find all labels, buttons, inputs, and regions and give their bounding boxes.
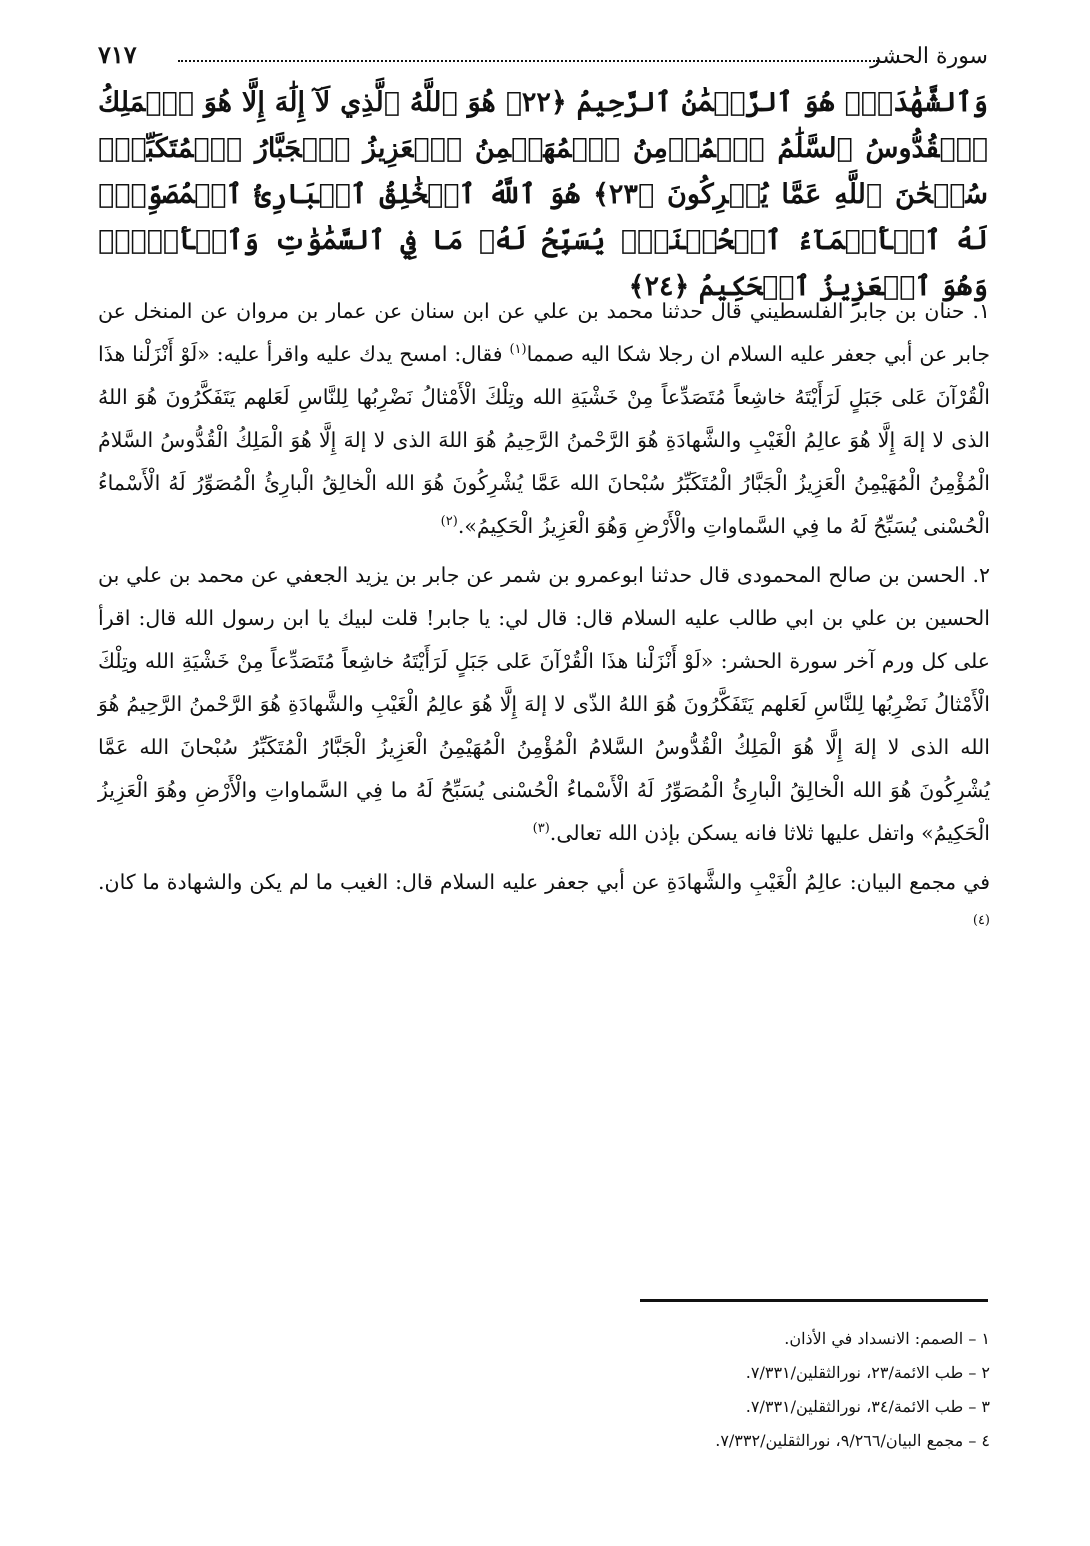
page-number: ٧١٧ bbox=[98, 40, 137, 69]
footnote-ref-1: (١) bbox=[509, 342, 527, 358]
paragraph-3 bbox=[98, 861, 990, 947]
commentary-text bbox=[98, 290, 990, 953]
footnote-2: ٢ – طب الائمة/٢٣، نورالثقلين/٧/٣٣١. bbox=[745, 1363, 990, 1382]
paragraph-2-text: ٢. الحسن بن صالح المحمودى قال حدثنا ابوعمرو بن شمر عن جابر بن يزيد الجعفي عن محمد بن علي بن الحسين بن علي بن ابي طالب عليه السلام قال: قال لي: يا جابر! قلت لبيك يا ابن رسول الله قال: اقرأ على كل ورم آخر سورة الحشر: «لَوْ أَنْزَلْنا هذَا الْقُرْآنَ عَلى جَبَلٍ لَرَأَيْتَهُ خاشِعاً مُتَصَدِّعاً مِنْ خَشْيَةِ الله وتِلْكَ الْأَمْثالُ نَضْرِبُها لِلنَّاسِ لَعَلهم يَتَفَكَّرُونَ هُوَ اللهُ الذّى لا إلهَ إِلَّا هُوَ عالِمُ الْغَيْبِ والشَّهادَةِ هُوَ الرَّحْمنُ الرَّحِيمُ هُوَ الله الذى لا إلهَ إِلَّا هُوَ الْمَلِكُ الْقُدُّوسُ السَّلامُ الْمُؤْمِنُ الْمُهَيْمِنُ الْعَزِيزُ الْجَبَّارُ الْمُتَكَبِّرُ سُبْحانَ الله عَمَّا يُشْرِكُونَ هُوَ الله الْخالِقُ الْبارِئُ الْمُصَوِّرُ لَهُ الْأَسْماءُ الْحُسْنى يُسَبِّحُ لَهُ ما فِي السَّماواتِ والْأَرْضِ وهُوَ الْعَزِيزُ الْحَكِيمُ» واتفل عليها ثلاثا فانه يسكن بإذن الله تعالى. bbox=[98, 563, 990, 845]
footnote-4: ٤ – مجمع البيان/٩/٢٦٦، نورالثقلين/٧/٣٣٢. bbox=[715, 1431, 990, 1450]
paragraph-3-text: في مجمع البيان: عالِمُ الْغَيْبِ والشَّهادَةِ عن أبي جعفر عليه السلام قال: الغيب ما لم يكن والشهادة ما كان. bbox=[98, 870, 990, 894]
footnote-3: ٣ – طب الائمة/٣٤، نورالثقلين/٧/٣٣١. bbox=[745, 1397, 990, 1416]
paragraph-1-text: ١. حنان بن جابر الفلسطيني قال حدثنا محمد بن علي عن ابن سنان عن عمار بن مروان عن المنخل عن جابر عن أبي جعفر عليه السلام ان رجلا شكا اليه صمما bbox=[98, 299, 990, 366]
paragraph-1 bbox=[98, 290, 990, 548]
footnote-ref-3: (٣) bbox=[532, 821, 550, 837]
footnote-ref-2: (٢) bbox=[440, 514, 458, 530]
quran-verses: وَٱلشَّهَٰدَةِۖ هُوَ ٱلرَّحۡمَٰنُ ٱلرَّحِيمُ ﴿٢٢﴾ هُوَ ٱللَّهُ ٱلَّذِي لَآ إِلَٰهَ إِلَّا هُوَ ٱلۡمَلِكُ ٱلۡقُدُّوسُ ٱلسَّلَٰمُ ٱلۡمُؤۡمِنُ ٱلۡمُهَيۡمِنُ ٱلۡعَزِيزُ ٱلۡجَبَّارُ ٱلۡمُتَكَبِّرُۚ سُبۡحَٰنَ ٱللَّهِ عَمَّا يُشۡرِكُونَ ﴿٢٣﴾ هُوَ ٱللَّهُ ٱلۡخَٰلِقُ ٱلۡبَارِئُ ٱلۡمُصَوِّرُۖ لَهُ ٱلۡأَسۡمَآءُ ٱلۡحُسۡنَىٰۚ يُسَبِّحُ لَهُۥ مَا فِي ٱلسَّمَٰوَٰتِ وَٱلۡأَرۡضِۖ وَهُوَ ٱلۡعَزِيزُ ٱلۡحَكِيمُ ﴿٢٤﴾ bbox=[98, 87, 988, 302]
footnotes bbox=[560, 1322, 990, 1458]
footnote-1: ١ – الصمم: الانسداد في الأذان. bbox=[784, 1329, 990, 1348]
footnote-ref-4: (٤) bbox=[972, 913, 990, 929]
paragraph-2 bbox=[98, 554, 990, 855]
surah-title: سورة الحشر bbox=[870, 44, 988, 69]
footnote-separator bbox=[640, 1299, 988, 1302]
paragraph-1-continued: فقال: امسح يدك عليه واقرأ عليه: «لَوْ أَنْزَلْنا هذَا الْقُرْآنَ عَلى جَبَلٍ لَرَأَيْتَهُ خاشِعاً مُتَصَدِّعاً مِنْ خَشْيَةِ الله وتِلْكَ الْأَمْثالُ نَضْرِبُها لِلنَّاسِ لَعَلهم يَتَفَكَّرُونَ هُوَ اللهُ الذى لا إلهَ إِلَّا هُوَ عالِمُ الْغَيْبِ والشَّهادَةِ هُوَ الرَّحْمنُ الرَّحِيمُ هُوَ اللهَ الذى لا إلهَ إِلَّا هُوَ الْمَلِكُ الْقُدُّوسُ السَّلامُ الْمُؤْمِنُ الْمُهَيْمِنُ الْعَزِيزُ الْجَبَّارُ الْمُتَكَبِّرُ سُبْحانَ الله عَمَّا يُشْرِكُونَ هُوَ الله الْخالِقُ الْبارِئُ الْمُصَوِّرُ لَهُ الْأَسْماءُ الْحُسْنى يُسَبِّحُ لَهُ ما فِي السَّماواتِ والْأَرْضِ وَهُوَ الْعَزِيزُ الْحَكِيمُ». bbox=[98, 342, 990, 538]
header-dot-leader bbox=[178, 60, 878, 62]
running-header bbox=[98, 38, 988, 74]
